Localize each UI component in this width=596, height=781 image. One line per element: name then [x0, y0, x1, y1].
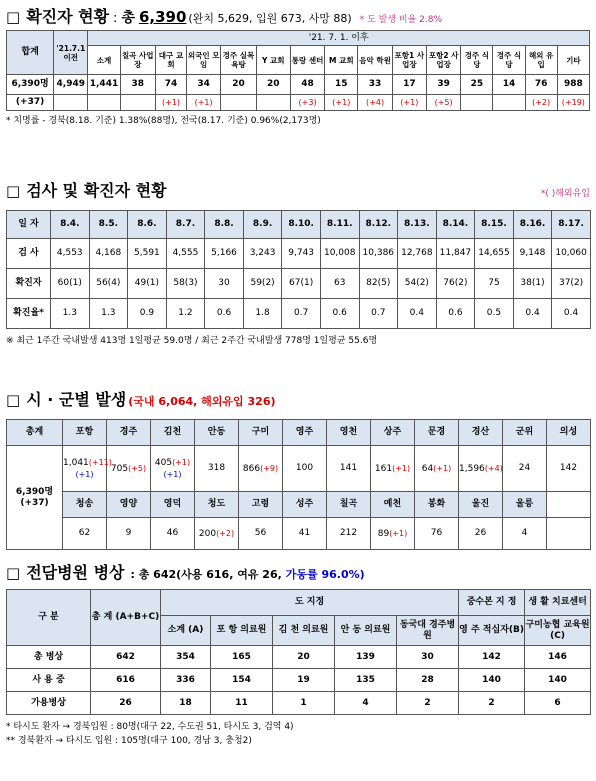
- col-header: 합계: [7, 31, 54, 75]
- col-header: '21.7.1 이전: [54, 31, 88, 75]
- values-row: 6,390명 4,949 1,441 38 74 34 20 20 48 15 33 17 39 25 14 76 988: [7, 75, 590, 95]
- section-beds: □ 전담병원 병상 : 총 642(사용 616, 여유 26, 가동률 96.0%) 구 분 총 계 (A+B+C) 도 지정 중수본 지 정 생 활 치료센터 소계 (A) 포 항 의료원 김 천 의료원 안 동 의료원 동국대 경주병원 영 주 적십자(B) 구미농협 교육원(C) 총 병상 642 354 165 20 139 30 142 146 사 용 중 616 336 154 19 135 28 140 140 가용병상 26 18 11 1 4 2 2 6 * 타시도 환자 → 경북입원 : 80명(대구 22, 수도권 51, 타시도 3, 검역 4) ** 경북환자 → 타시도 입원 : 105명(대구 100, 경남 3, 충청2): [6, 560, 590, 748]
- checkbox-marker: □: [6, 8, 21, 26]
- region-total: 6,390명 (+37): [7, 446, 63, 550]
- section-tests: □ 검사 및 확진자 현황 *( )해외유입 일 자 8.4. 8.5. 8.6. 8.7. 8.8. 8.9. 8.10. 8.11. 8.12. 8.13. 8.14. 8.15. 8.16. 8.17. 검 사 4,553 4,168 5,591 4,555 5,166 3,243 9,743 10,008 10,386 12,768 11,847 14,655 9,148 10,060 확진자 60(1) 56(4) 49(1) 58(3) 30 59(2) 67(1) 63 82(5) 54(2) 76(2) 75 38(1) 37(2) 확진율* 1.3 1.3 0.9 1.2 0.6 1.8 0.7 0.6 0.7 0.4 0.6 0.5 0.4 0.4 ※ 최근 1주간 국내발생 413명 1일평균 59.0명 / 최근 2주간 국내발생 778명 1일평균 55.6명: [6, 181, 590, 346]
- date-header: '21. 7. 1. 이후: [88, 31, 590, 46]
- fatality-note: * 치명률 - 경북(8.18. 기준) 1.38%(88명), 전국(8.17. 기준) 0.96%(2,173명): [6, 116, 321, 126]
- confirmed-table: 합계 '21.7.1 이전 '21. 7. 1. 이후 소계 칠곡 사업장 대구 교회 외국인 모임 경주 실목욕탕 Y 교회 통랑 센터 M 교회 음악 학원 포항1 사업장 포항2 사업장 경주 식당 경주 식당 해외 유입 기타 6,390명 4,949 1,441 38 74 34 20 20 48 15 33 17 39 25 14 76 988 (+37) (+1) (+1) (+3) (+1) (+4) (+1) (+5) (+2) (+19): [6, 30, 590, 111]
- section-regions: □ 시 · 군별 발생 (국내 6,064, 해외유입 326) 총계 포항 경주 김천 안동 구미 영주 영천 상주 문경 경산 군위 의성 6,390명 (+37) 1,041(+11) (+1) 705(+5) 405(+1) (+1) 318 866(+9) 100 141 161(+1) 64(+1) 1,596(+4) 24 142 청송 영양 영덕 청도 고령 성주 칠곡 예천 봉화 울진 울릉 62 9 46 200(+2) 56 41 212 89(+1) 76 26 4: [6, 387, 590, 550]
- section-title: 전담병원 병상: [26, 563, 125, 582]
- section-title: 확진자 현황: [26, 7, 110, 26]
- region-summary: (국내 6,064, 해외유입 326): [128, 395, 276, 408]
- overseas-note: *( )해외유입: [540, 189, 590, 199]
- increase-row: (+37) (+1) (+1) (+3) (+1) (+4) (+1) (+5) (+2) (+19): [7, 95, 590, 111]
- recent-footnote: ※ 최근 1주간 국내발생 413명 1일평균 59.0명 / 최근 2주간 국내발생 778명 1일평균 55.6명: [6, 336, 378, 346]
- tests-table: 일 자 8.4. 8.5. 8.6. 8.7. 8.8. 8.9. 8.10. 8.11. 8.12. 8.13. 8.14. 8.15. 8.16. 8.17. 검 사 4,553 4,168 5,591 4,555 5,166 3,243 9,743 10,008 10,386 12,768 11,847 14,655 9,148 10,060 확진자 60(1) 56(4) 49(1) 58(3) 30 59(2) 67(1) 63 82(5) 54(2) 76(2) 75 38(1) 37(2) 확진율* 1.3 1.3 0.9 1.2 0.6 1.8 0.7 0.6 0.7 0.4 0.6 0.5 0.4 0.4: [6, 210, 591, 329]
- section-confirmed: □ 확진자 현황 : 총 6,390 (완치 5,629, 입원 673, 사망 88) * 도 발생 비율 2.8% 합계 '21.7.1 이전 '21. 7. 1. 이후 소계 칠곡 사업장 대구 교회 외국인 모임 경주 실목욕탕 Y 교회 통랑 센터 M 교회 음악 학원 포항1 사업장 포항2 사업장 경주 식당 경주 식당 해외 유입 기타 6,390명 4,949 1,441 38 74 34 20 20 48 15 33 17 39 25 14 76 988 (+37) (+1) (+1) (+3) (+1) (+4) (+1) (+5) (+2) (+19) * 치명률 - 경북(8.18. 기준) 1.38%(88명), 전국(8.17. 기준) 0.96%(2,173명): [6, 4, 590, 128]
- star-note: * 도 발생 비율 2.8%: [359, 15, 443, 25]
- regions-table: 총계 포항 경주 김천 안동 구미 영주 영천 상주 문경 경산 군위 의성 6,390명 (+37) 1,041(+11) (+1) 705(+5) 405(+1) (+1) 318 866(+9) 100 141 161(+1) 64(+1) 1,596(+4) 24 142 청송 영양 영덕 청도 고령 성주 칠곡 예천 봉화 울진 울릉 62 9 46 200(+2) 56 41 212 89(+1) 76 26 4: [6, 419, 591, 550]
- section-title: 검사 및 확진자 현황: [26, 181, 167, 200]
- transfer-note-2: ** 경북환자 → 타시도 입원 : 105명(대구 100, 경남 3, 충청2): [6, 736, 252, 746]
- occupancy-rate: 가동률 96.0%): [285, 568, 365, 581]
- section-title: 시 · 군별 발생: [26, 390, 127, 409]
- total-detail: (완치 5,629, 입원 673, 사망 88): [188, 12, 352, 25]
- total-count: 6,390: [138, 8, 187, 26]
- bed-summary: : 총 642(사용 616, 여유 26,: [130, 568, 282, 581]
- transfer-note-1: * 타시도 환자 → 경북입원 : 80명(대구 22, 수도권 51, 타시도 3, 검역 4): [6, 722, 294, 732]
- beds-table: 구 분 총 계 (A+B+C) 도 지정 중수본 지 정 생 활 치료센터 소계 (A) 포 항 의료원 김 천 의료원 안 동 의료원 동국대 경주병원 영 주 적십자(B) 구미농협 교육원(C) 총 병상 642 354 165 20 139 30 142 146 사 용 중 616 336 154 19 135 28 140 140 가용병상 26 18 11 1 4 2 2 6: [6, 589, 591, 715]
